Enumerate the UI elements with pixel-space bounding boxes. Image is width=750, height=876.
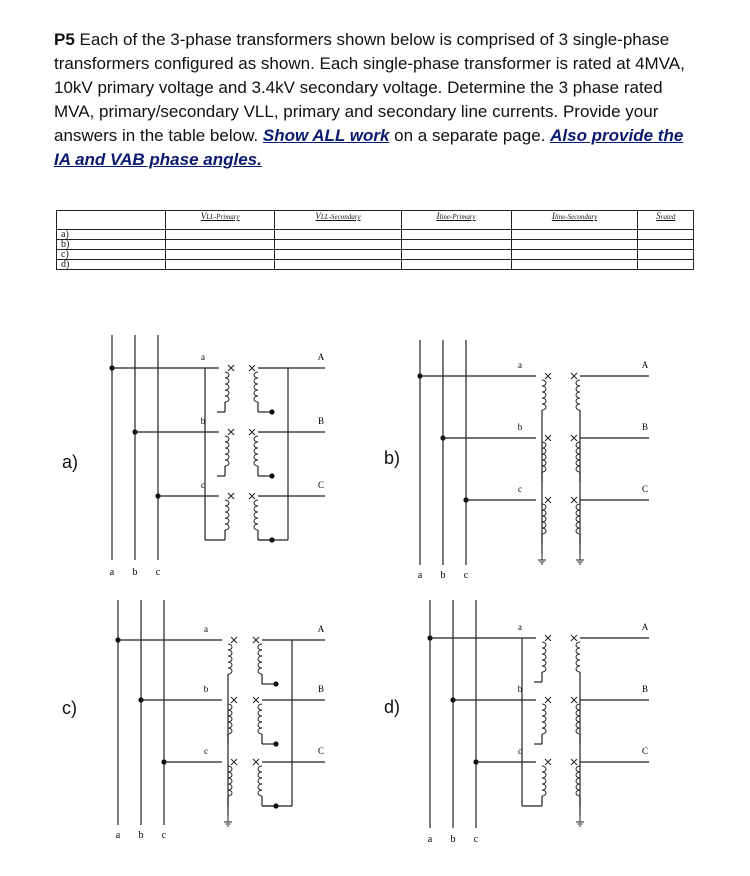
secondary-coil <box>254 436 258 466</box>
secondary-terminal-label: A <box>317 624 325 634</box>
ground-symbol <box>576 816 584 826</box>
secondary-coil <box>576 380 580 410</box>
primary-coil <box>542 766 546 796</box>
primary-coil <box>228 644 232 674</box>
primary-terminal-label: c <box>518 746 522 756</box>
secondary-terminal-label: C <box>641 746 649 756</box>
polarity-mark <box>253 697 259 703</box>
diagram-a-label: a) <box>62 452 79 472</box>
diagram-drawings <box>109 335 649 845</box>
polarity-mark <box>571 373 577 379</box>
ground-symbol <box>538 554 546 564</box>
diagram-a <box>109 335 325 578</box>
secondary-terminal-label: B <box>317 684 325 694</box>
header-vll-primary: VLL-Primary <box>166 211 275 230</box>
problem-number: P5 <box>54 30 75 49</box>
polarity-mark <box>253 637 259 643</box>
polarity-mark <box>231 637 237 643</box>
diagram-d <box>427 600 649 845</box>
polarity-mark <box>571 635 577 641</box>
header-vll-secondary: VLL-Secondary <box>275 211 401 230</box>
bus-label-a: a <box>115 830 121 841</box>
bus-label-c: c <box>463 570 469 581</box>
secondary-coil <box>258 644 262 674</box>
diagram-b <box>417 340 649 581</box>
primary-coil <box>225 500 229 530</box>
primary-terminal-label: b <box>200 416 206 426</box>
primary-terminal-label: b <box>517 422 523 432</box>
bus-label-b: b <box>132 567 138 578</box>
diagram-c-label: c) <box>62 698 77 718</box>
problem-text-2: on a separate page. <box>389 126 551 145</box>
bus-label-c: c <box>473 834 479 845</box>
polarity-mark <box>228 493 234 499</box>
row-label: a) <box>57 230 166 240</box>
polarity-mark <box>249 429 255 435</box>
polarity-mark <box>249 493 255 499</box>
polarity-mark <box>545 759 551 765</box>
secondary-coil <box>258 766 262 796</box>
secondary-terminal-label: B <box>641 422 649 432</box>
polarity-mark <box>228 365 234 371</box>
primary-coil <box>225 372 229 402</box>
junction-dot <box>273 681 278 686</box>
primary-terminal-label: b <box>517 684 523 694</box>
polarity-mark <box>231 697 237 703</box>
ground-symbol <box>224 816 232 826</box>
polarity-mark <box>571 497 577 503</box>
polarity-mark <box>249 365 255 371</box>
header-iline-secondary: Iline-Secondary <box>511 211 638 230</box>
polarity-mark <box>571 759 577 765</box>
polarity-mark <box>545 435 551 441</box>
row-label: d) <box>57 260 166 270</box>
bus-label-a: a <box>109 567 115 578</box>
polarity-mark <box>545 497 551 503</box>
secondary-terminal-label: A <box>317 352 325 362</box>
primary-coil <box>225 436 229 466</box>
primary-terminal-label: c <box>201 480 205 490</box>
secondary-terminal-label: C <box>317 480 325 490</box>
phase-angles-emphasis: Also provide the IA and VAB phase angles. <box>54 126 684 169</box>
header-s-rated: Srated <box>638 211 694 230</box>
show-all-work-emphasis: Show ALL work <box>262 126 390 145</box>
bus-label-b: b <box>450 834 456 845</box>
primary-terminal-label: a <box>201 352 205 362</box>
primary-terminal-label: a <box>518 360 522 370</box>
secondary-coil <box>254 372 258 402</box>
secondary-terminal-label: A <box>641 360 649 370</box>
row-label: c) <box>57 250 166 260</box>
diagram-d-label: d) <box>384 697 401 717</box>
bus-label-b: b <box>440 570 446 581</box>
problem-text-1: Each of the 3-phase transformers shown below is comprised of 3 single-phase transformers configured as shown. Each single-phase transformer is rated at 4MVA, 10kV primary voltage and 3.4kV secondary voltage. Determine the 3 phase rated MVA, primary/secondary VLL, primary and secondary line currents. Provide your answers in the table below. <box>54 30 685 145</box>
bus-label-a: a <box>427 834 433 845</box>
primary-coil <box>228 766 232 796</box>
secondary-coil <box>258 704 262 734</box>
row-label: b) <box>57 240 166 250</box>
secondary-coil <box>254 500 258 530</box>
primary-terminal-label: c <box>518 484 522 494</box>
polarity-mark <box>231 759 237 765</box>
polarity-mark <box>571 435 577 441</box>
polarity-mark <box>545 373 551 379</box>
ground-symbol <box>576 554 584 564</box>
junction-dot <box>269 537 274 542</box>
secondary-terminal-label: A <box>641 622 649 632</box>
polarity-mark <box>253 759 259 765</box>
secondary-terminal-label: C <box>317 746 325 756</box>
polarity-mark <box>545 635 551 641</box>
secondary-coil <box>576 642 580 672</box>
secondary-terminal-label: C <box>641 484 649 494</box>
primary-coil <box>228 704 232 734</box>
polarity-mark <box>228 429 234 435</box>
secondary-terminal-label: B <box>641 684 649 694</box>
primary-coil <box>542 704 546 734</box>
bus-label-a: a <box>417 570 423 581</box>
primary-coil <box>542 642 546 672</box>
secondary-terminal-label: B <box>317 416 325 426</box>
primary-terminal-label: c <box>204 746 208 756</box>
primary-terminal-label: a <box>518 622 522 632</box>
junction-dot <box>273 803 278 808</box>
polarity-mark <box>571 697 577 703</box>
polarity-mark <box>545 697 551 703</box>
primary-terminal-label: b <box>203 684 209 694</box>
bus-label-c: c <box>161 830 167 841</box>
junction-dot <box>269 409 274 414</box>
junction-dot <box>269 473 274 478</box>
primary-terminal-label: a <box>204 624 208 634</box>
diagram-b-label: b) <box>384 448 401 468</box>
header-iline-primary: Iline-Primary <box>401 211 511 230</box>
junction-dot <box>273 741 278 746</box>
primary-coil <box>542 380 546 410</box>
diagram-c <box>115 600 325 841</box>
bus-label-c: c <box>155 567 161 578</box>
bus-label-b: b <box>138 830 144 841</box>
